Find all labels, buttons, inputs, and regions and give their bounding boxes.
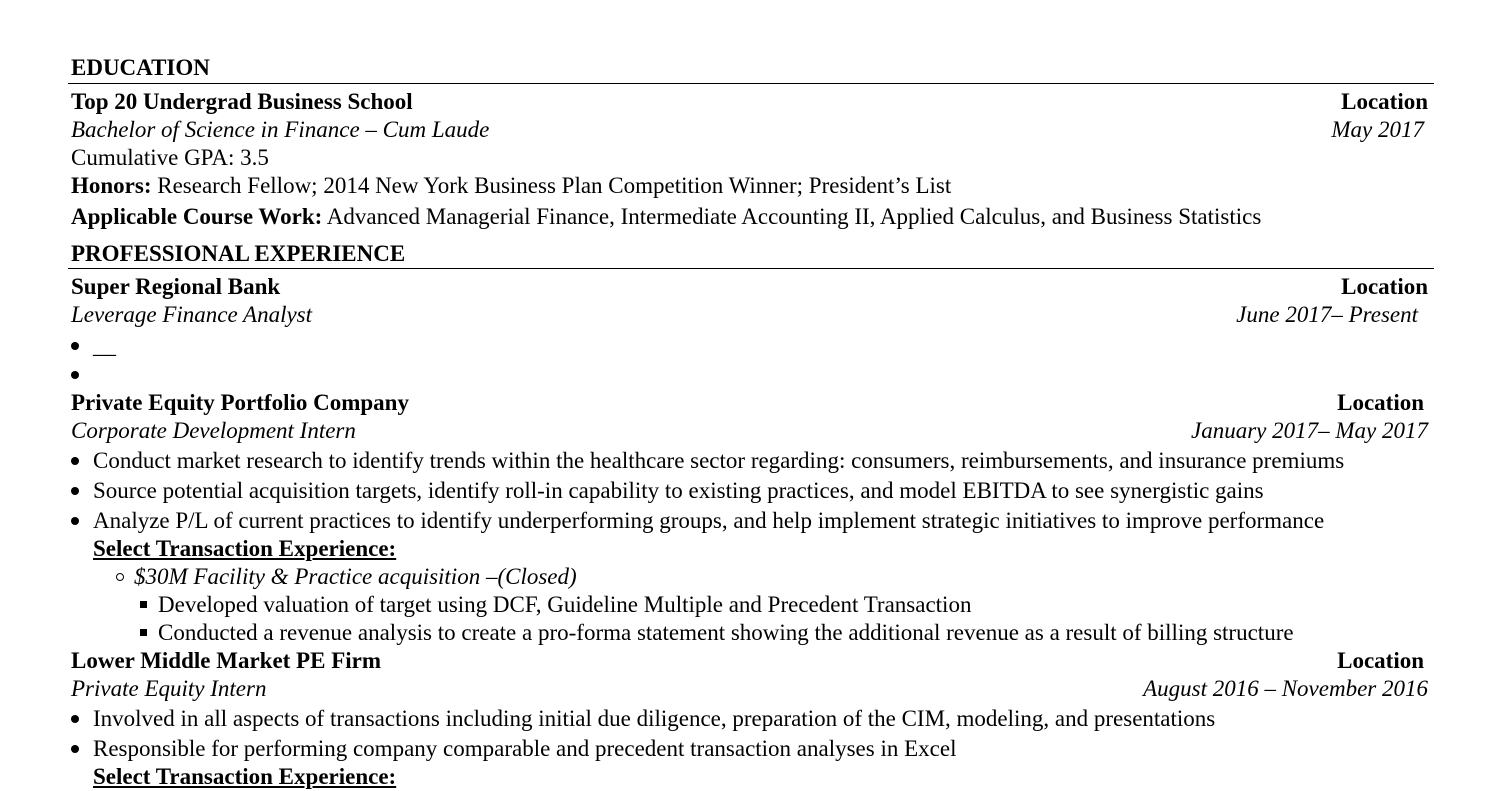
honors-row xyxy=(71,172,1428,200)
job-date: June 2017– Present xyxy=(1236,302,1418,327)
job-title: Corporate Development Intern xyxy=(71,418,356,443)
bullet-item xyxy=(71,735,1428,763)
job-title: Private Equity Intern xyxy=(71,676,267,701)
bullet-icon xyxy=(71,517,79,525)
school-location: Location xyxy=(1341,89,1428,114)
bullet-item xyxy=(71,332,1428,360)
job-title-row xyxy=(71,301,1428,329)
bullet-text: __ xyxy=(93,333,116,358)
degree-row xyxy=(71,116,1428,144)
job-location: Location xyxy=(1341,274,1428,299)
deal-point xyxy=(140,591,1428,619)
bullet-item xyxy=(71,507,1428,535)
job-company-row xyxy=(71,389,1428,417)
bullet-icon xyxy=(71,715,79,723)
section-heading-experience: PROFESSIONAL EXPERIENCE xyxy=(71,241,406,266)
divider xyxy=(68,83,1434,84)
bullet-text: Analyze P/L of current practices to identify underperforming groups, and help implement strategic initiatives to improve performance xyxy=(93,508,1325,533)
company: Super Regional Bank xyxy=(71,274,281,299)
square-bullet-icon xyxy=(140,629,147,636)
gpa: Cumulative GPA: 3.5 xyxy=(71,145,269,170)
coursework-text: Advanced Managerial Finance, Intermediate Accounting II, Applied Calculus, and Business Statistics xyxy=(322,204,1262,229)
bullet-item xyxy=(71,447,1428,475)
job-title: Leverage Finance Analyst xyxy=(71,302,313,327)
bullet-text: Source potential acquisition targets, identify roll-in capability to existing practices, and model EBITDA to see synergistic gains xyxy=(93,478,1264,503)
school-name: Top 20 Undergrad Business School xyxy=(71,89,413,114)
coursework-row xyxy=(71,203,1428,231)
honors-text: Research Fellow; 2014 New York Business Plan Competition Winner; President’s List xyxy=(151,173,952,198)
bullet-item xyxy=(71,705,1428,733)
divider xyxy=(68,268,1434,269)
job-company-row xyxy=(71,647,1428,675)
job-title-row xyxy=(71,675,1428,703)
bullet-text: Responsible for performing company comparable and precedent transaction analyses in Excel xyxy=(93,736,957,761)
company: Private Equity Portfolio Company xyxy=(71,390,409,415)
bullet-item xyxy=(71,477,1428,505)
job-title-row xyxy=(71,417,1428,445)
deal-text: $30M Facility & Practice acquisition –(Closed) xyxy=(134,564,577,589)
bullet-text: Conduct market research to identify trends within the healthcare sector regarding: consumers, reimbursements, and insurance premiums xyxy=(93,448,1345,473)
section-heading-education: EDUCATION xyxy=(71,55,210,80)
job-location: Location xyxy=(1337,390,1424,415)
deal-point-text: Conducted a revenue analysis to create a pro-forma statement showing the additional revenue as a result of billing structure xyxy=(158,620,1294,645)
graduation-date: May 2017 xyxy=(1331,117,1424,142)
honors-label: Honors: xyxy=(71,173,152,198)
company: Lower Middle Market PE Firm xyxy=(71,648,382,673)
coursework-label: Applicable Course Work: xyxy=(71,204,323,229)
bullet-icon xyxy=(71,457,79,465)
bullet-text: Involved in all aspects of transactions including initial due diligence, preparation of the CIM, modeling, and presentations xyxy=(93,706,1216,731)
job-company-row xyxy=(71,273,1428,301)
bullet-icon xyxy=(71,371,79,379)
deal-item xyxy=(116,563,1428,591)
circle-bullet-icon xyxy=(116,573,124,581)
job-date: August 2016 – November 2016 xyxy=(1143,676,1428,701)
select-transaction-heading: Select Transaction Experience: xyxy=(93,764,397,789)
bullet-icon xyxy=(71,745,79,753)
school-row xyxy=(71,88,1428,116)
deal-point xyxy=(140,619,1428,647)
select-transaction-heading: Select Transaction Experience: xyxy=(93,536,397,561)
bullet-icon xyxy=(71,342,79,350)
square-bullet-icon xyxy=(140,601,147,608)
bullet-icon xyxy=(71,487,79,495)
job-date: January 2017– May 2017 xyxy=(1191,418,1428,443)
job-location: Location xyxy=(1337,648,1424,673)
bullet-item xyxy=(71,361,1428,389)
degree: Bachelor of Science in Finance – Cum Laude xyxy=(71,117,490,142)
deal-point-text: Developed valuation of target using DCF, Guideline Multiple and Precedent Transaction xyxy=(158,592,972,617)
